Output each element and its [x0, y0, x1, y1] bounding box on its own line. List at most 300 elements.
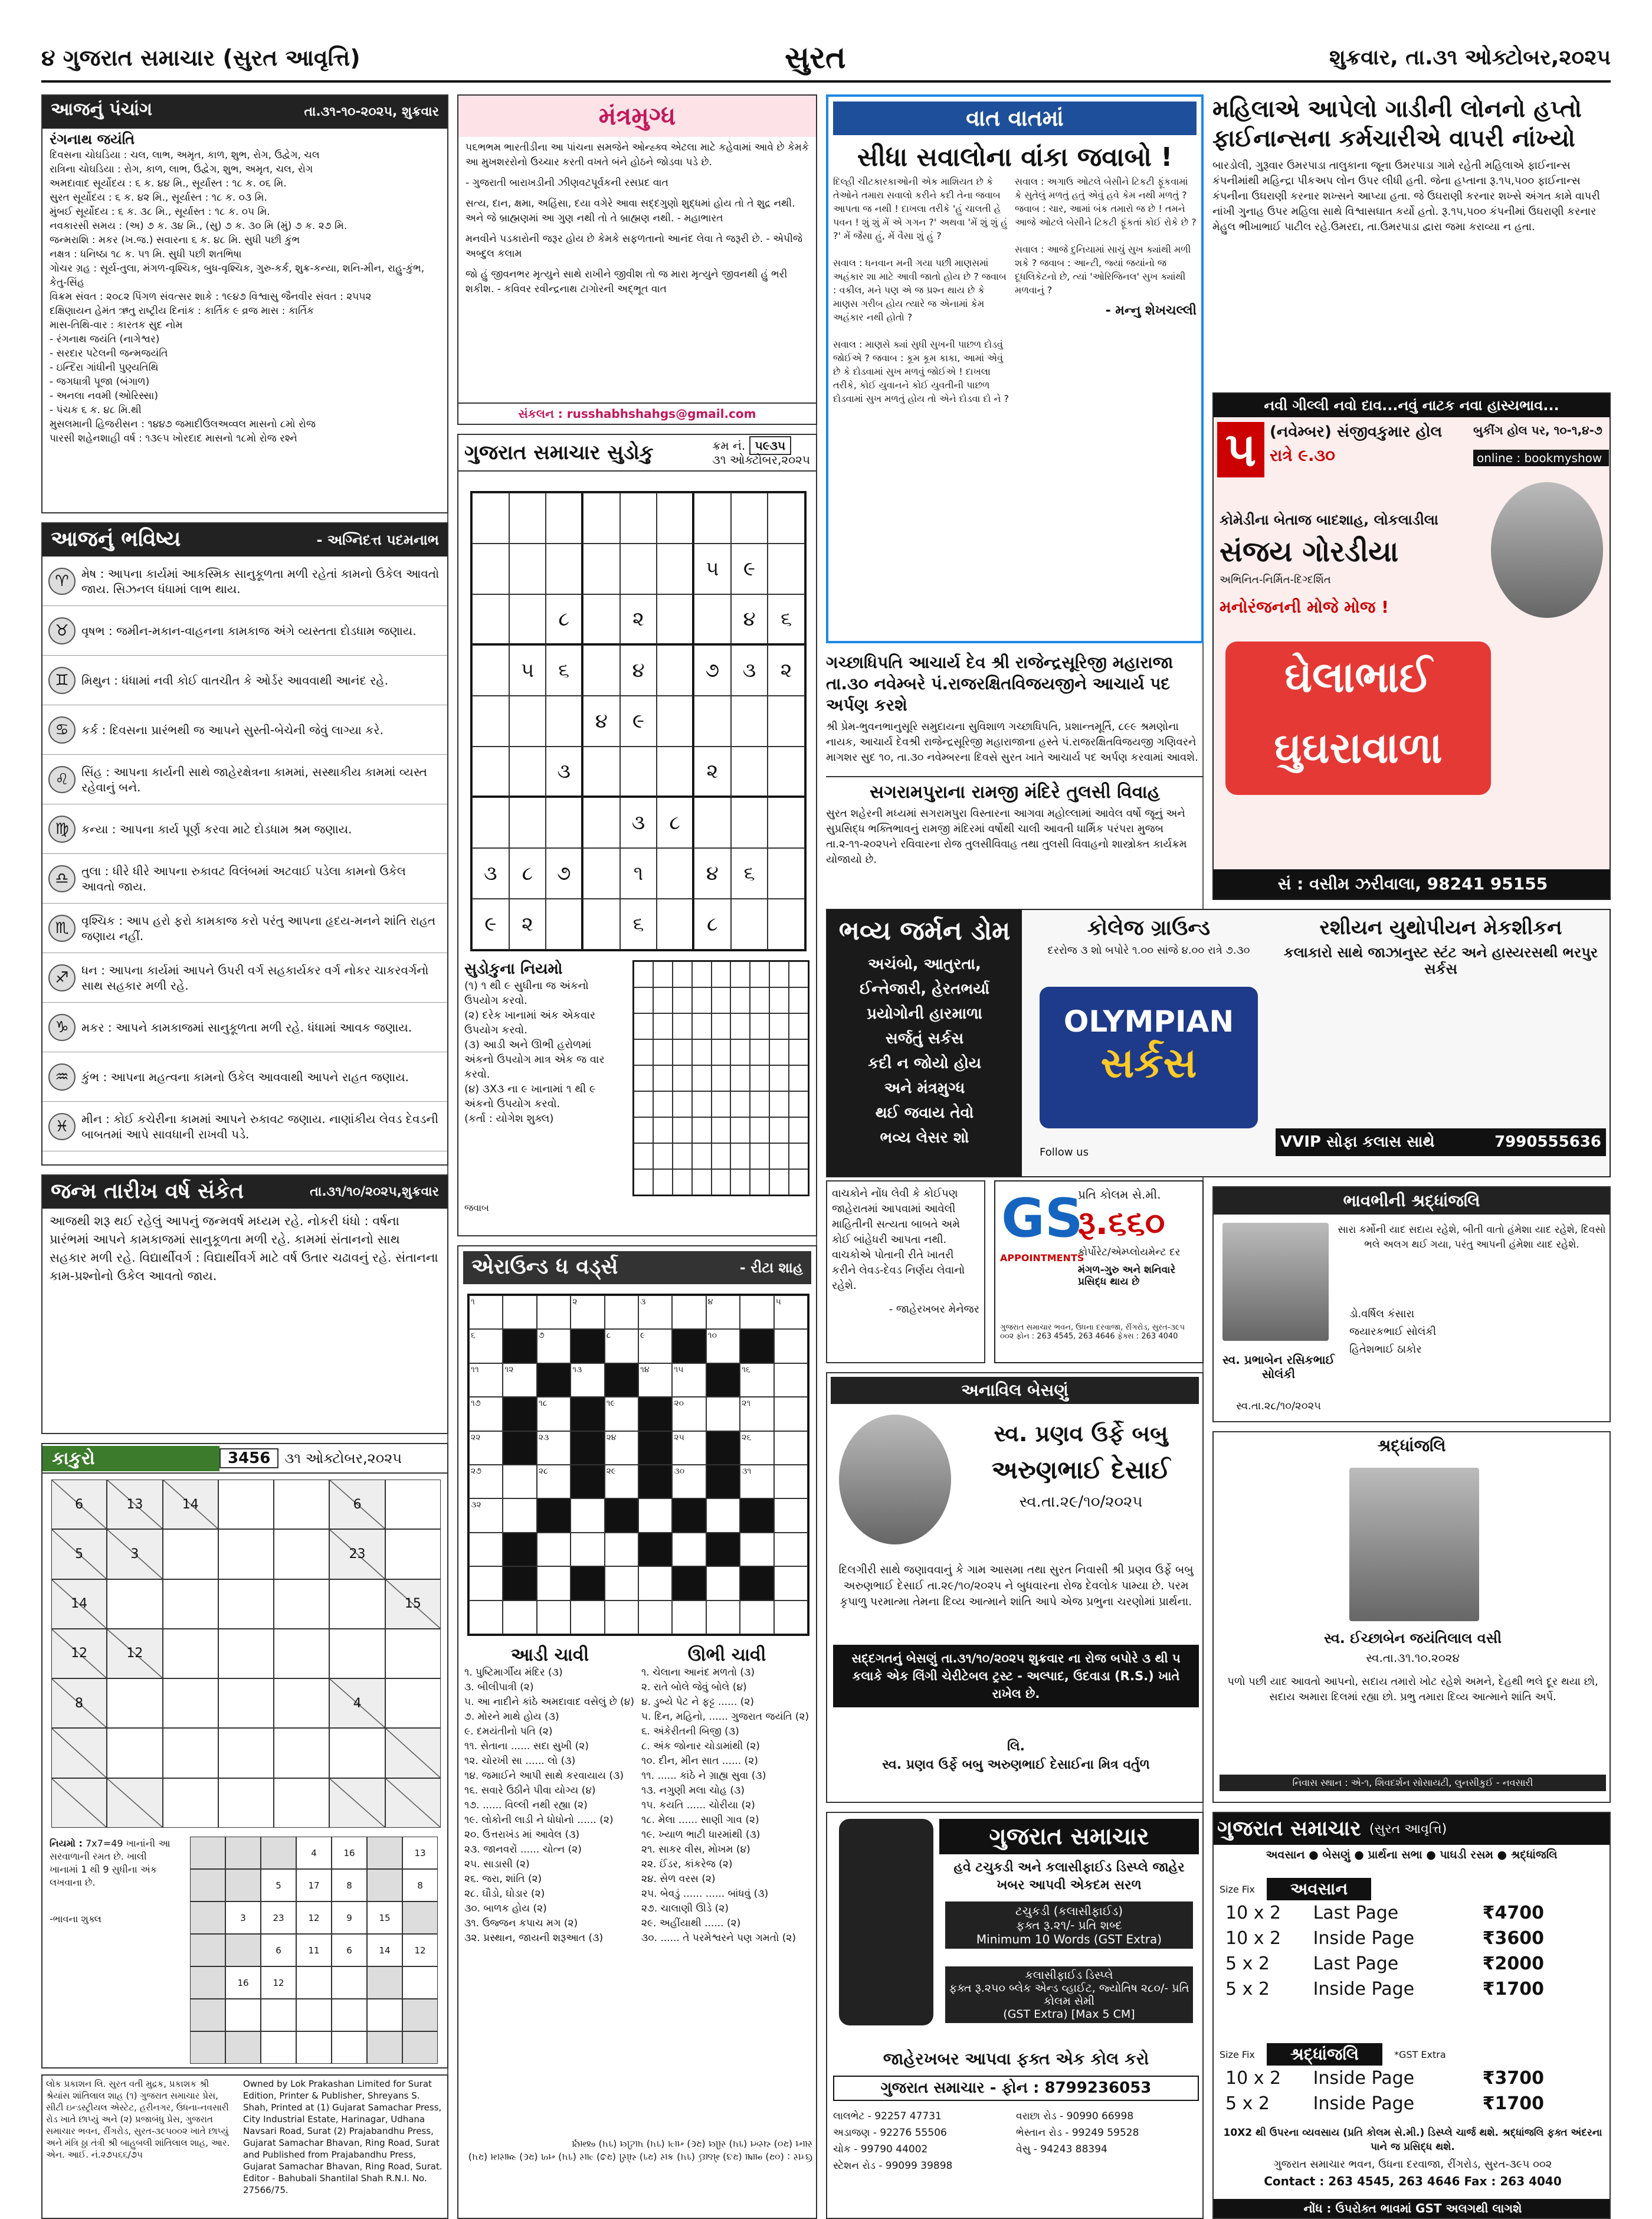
sudoku-answer-cell: [653, 1169, 673, 1195]
across-clue: ૫. આ નાદીને કાંઠે અમદાવાદ વસેલું છે (૪): [464, 1696, 634, 1708]
panchang-line: વિક્રમ સંવત : ૨૦૮૨ પિંગળ સંવત્સર શાકે : ૧૯૪૭ વિશ્વાસુ જૈનવીર સંવત : ૨૫૫૨: [50, 291, 372, 303]
kakuro-rules-text: 7x7=49 ખાનાંની આ સરવાળાની રમત છે. ખાલી ખાનામાં 1 થી 9 સુધીના અંક લખવાના છે.: [50, 1838, 171, 1888]
shr-gst: *GST Extra: [1394, 2048, 1446, 2060]
kakuro-solution-cell: 13: [402, 1837, 438, 1869]
crossword-cell: [638, 1533, 672, 1566]
sudoku-title: ગુજરાત સમાચાર સુડોકુ: [464, 441, 654, 464]
crossword-cell: [774, 1601, 808, 1634]
avsan-rates: [1220, 1878, 1606, 2002]
crossword-cell: [706, 1397, 740, 1431]
crossword-cell: [672, 1295, 706, 1329]
sudoku-answer-cell: [769, 987, 789, 1013]
crossword-cell: ૩૨: [469, 1498, 503, 1532]
shraddh-box: [1212, 1431, 1611, 1803]
sudoku-answer-cell: [673, 1091, 692, 1117]
kakuro-solution-cell: [190, 1837, 225, 1869]
sudoku-cell: [694, 797, 731, 848]
horoscope-row: [42, 656, 447, 705]
mantra-title: મંત્રમુગ્ધ: [598, 102, 676, 130]
sudoku-cell: ૨: [694, 747, 731, 797]
crossword-header: [463, 1251, 811, 1284]
sudoku-cell: ૨: [620, 594, 657, 645]
across-clue: ૨૮. ઘૌડો, ઘોડાર (૨): [464, 1888, 545, 1900]
sudoku-box: [457, 434, 817, 1236]
sudoku-answer-cell: [653, 1091, 673, 1117]
crossword-cell: [537, 1566, 571, 1600]
kakuro-cell: 15: [385, 1579, 441, 1629]
sudoku-cell: [583, 594, 620, 645]
gs-phone[interactable]: ગુજરાત સમાચાર - ફોન : 8799236053: [833, 2076, 1199, 2101]
kakuro-cell: 14: [51, 1579, 107, 1629]
janm-text: આજથી શરૂ થઈ રહેલું આપનું જન્મવર્ષ મધ્યમ રહે. નોકરી ધંધો : વર્ષના પ્રારંભમાં આપને કામકાજમાં સાનુકૂળતા મળી રહે. કામમાં સંતાનનો સાથ સહકાર મળી રહે. વિદ્યાર્થીવર્ગ : વિદ્યાર્થીવર્ગ માટે વર્ષ ઉતાર ચઢાવનું રહે. સંતાનના કામ-પ્રશ્નોનો ઉકેલ આવતો જાય.: [50, 1214, 438, 1283]
kakuro-header: [42, 1444, 447, 1474]
sudoku-cell: [768, 493, 805, 544]
gs-rates-header: [1214, 1813, 1610, 1845]
sudoku-answer-cell: [653, 1117, 673, 1143]
kakuro-solution-cell: 17: [296, 1869, 332, 1901]
panchang-header: [42, 96, 447, 129]
sudoku-cell: [546, 899, 583, 950]
panchang-body: [42, 129, 447, 449]
kakuro-cell: [51, 1778, 107, 1828]
city-title: સુરત: [785, 40, 846, 76]
issue-date: શુક્રવાર, તા.૩૧ ઓક્ટોબર,૨૦૨૫: [1329, 45, 1611, 70]
kakuro-cell: [163, 1678, 218, 1728]
kakuro-solution-cell: [332, 1966, 367, 1999]
mantra-contact: [458, 402, 816, 424]
crossword-cell: ૧: [469, 1295, 503, 1329]
crossword-cell: [503, 1329, 536, 1363]
kakuro-cell: 8: [51, 1678, 107, 1728]
mantra-item: સત્ય, દાન, ક્ષમા, અહિંસા, દયા વગેરે આવા સદ્દગુણો શુદ્ધમાં હોય તો તે શુદ્ર નથી. અને જે બ્રાહ્મણમાં આ ગુણ નથી તો તે બ્રાહ્મણ નથી. - મહાભારત: [466, 198, 795, 224]
sudoku-answer-cell: [634, 1039, 653, 1065]
gs-classified-ad: [826, 1812, 1204, 2219]
kakuro-solution-cell: [367, 1966, 402, 1999]
kakuro-solution-cell: [190, 1901, 225, 1934]
sudoku-answer-cell: [712, 987, 731, 1013]
crossword-cell: [571, 1329, 604, 1363]
sudoku-header: [458, 435, 816, 472]
zodiac-icon: ♈: [48, 568, 76, 595]
kakuro-cell: [163, 1529, 218, 1579]
gs-categories: અવસાન ● બેસણું ● પ્રાર્થના સભા ● પાઘડી રસમ ● શ્રદ્ધાંજલિ: [1266, 1848, 1558, 1861]
crossword-cell: ૧૫: [672, 1363, 706, 1397]
kakuro-cell: [329, 1579, 385, 1629]
crossword-cell: [537, 1498, 571, 1532]
sudoku-answer-cell: [789, 1169, 808, 1195]
sudoku-cell: ૫: [509, 645, 546, 696]
crossword-cell: ૨: [571, 1295, 604, 1329]
down-clue: ૧૯. ખ્યાળ ભાટી ધારમાંથી (૩): [641, 1829, 761, 1841]
sudoku-answer-cell: [634, 1169, 653, 1195]
down-clue: ૨. રાતે બોલે જેવું બોલે (૪): [641, 1681, 747, 1693]
panchang-line: - અનલા નવમી (ઓરિસ્સા): [50, 390, 158, 402]
horoscope-text: મિથુન : ધંધામાં નવી કોઈ વાતચીત કે ઓર્ડર આવવાથી આનંદ રહે.: [81, 673, 388, 688]
horoscope-text: તુલા : ધીરે ધીરે આપના રુકાવટ વિલંબમાં અટવાઈ પડેલા કામનો ઉકેલ આવતો જાય.: [81, 863, 406, 894]
across-clue: ૭. મોરને માથે હોય (૩): [464, 1711, 559, 1723]
sudoku-cell: ૬: [731, 848, 768, 899]
panchang-line: મુંબઈ સૂર્યોદય : ૬ ક. ૩૮ મિ., સૂર્યાસ્ત : ૧૮ ક. ૦૫ મિ.: [50, 206, 270, 218]
crossword-cell: [503, 1498, 536, 1532]
column-2: [457, 94, 817, 2163]
horoscope-text: વૃષભ : જમીન-મકાન-વાહનના કામકાજ અંગે વ્યસ્તતા દોડધામ જણાય.: [81, 623, 417, 638]
crossword-cell: ૧૨: [503, 1363, 536, 1397]
notice-box: [826, 1180, 985, 1363]
kakuro-cell: [274, 1778, 329, 1828]
gs-rates-logo: ગુજરાત સમાચાર: [1217, 1817, 1361, 1841]
gs-address: ગુજરાત સમાચાર ભવન, ઉધના દરવાજા, રીંગરોડ, સુરત-૩૯૫ ૦૦૨ ફોન : 263 4545, 263 4646 ફેક્સ : 263 4040: [1000, 1323, 1185, 1341]
kakuro-solution-grid: [190, 1837, 438, 2064]
horoscope-row: [42, 1003, 447, 1052]
display-rate: ફક્ત રૂ.૨૫૦ બ્લેક એન્ડ વ્હાઈટ, જ્યોતિષ ૨૮૦/- પ્રતિ કોલમ સેમી: [949, 1982, 1189, 2008]
sudoku-answer-cell: [750, 1065, 769, 1091]
panchang-subtitle: રંગનાથ જયંતિ: [50, 131, 135, 148]
branch-phone: સ્ટેશન રોડ - 99099 39898: [833, 2160, 953, 2172]
kakuro-solution-cell: 4: [296, 1837, 332, 1869]
sudoku-cell: [509, 747, 546, 797]
comedy-actor-sub: અભિનિત-નિર્મિત-દિગ્દર્શિત: [1220, 574, 1331, 586]
gs-rates-address: ગુજરાત સમાચાર ભવન, ઉધના દરવાજા, રીંગરોડ, સુરત-૩૯૫ ૦૦૨: [1273, 2158, 1552, 2171]
kakuro-solution-cell: [367, 1837, 402, 1869]
sudoku-cell: ૮: [546, 594, 583, 645]
panchang-lines: [50, 148, 440, 446]
across-clue: ૧૬. સવારે ઉઠીને પીવા યોગ્ય (૪): [464, 1785, 596, 1796]
comedy-band: નવી ગીલ્લી નવો દાવ...નવું નાટક નવા હાસ્યભાવ...: [1214, 394, 1610, 417]
sudoku-answer-cell: [769, 961, 789, 987]
crossword-cell: [774, 1363, 808, 1397]
crossword-cell: [740, 1601, 773, 1634]
circus-line: કદી ન જોયો હોય: [867, 1055, 982, 1072]
gs-rates-contact[interactable]: Contact : 263 4545, 263 4646 Fax : 263 4040: [1264, 2174, 1562, 2188]
crossword-grid: [467, 1294, 809, 1636]
crossword-cell: ૨૨: [469, 1431, 503, 1465]
panchang-line: સુરત સૂર્યોદય : ૬ ક. ૪૨ મિ., સૂર્યાસ્ત : ૧૮ ક. ૦૩ મિ.: [50, 192, 267, 204]
sudoku-cell: [583, 544, 620, 594]
shraddh-title: શ્રદ્ધાંજલિ: [1377, 1436, 1446, 1455]
shr-title: શ્રદ્ધાંજલિ: [1267, 2043, 1382, 2066]
sudoku-answer-cell: [750, 1091, 769, 1117]
sudoku-cell: ૯: [731, 544, 768, 594]
avsan-rate-cell: Last Page: [1313, 1953, 1399, 1974]
sudoku-cell: [731, 696, 768, 747]
shraddh-date: સ્વ.તા.૩૧.૧૦.૨૦૨૪: [1366, 1651, 1460, 1665]
shr-rates-head: [1220, 2043, 1606, 2066]
crossword-cell: [537, 1295, 571, 1329]
circus-left-title: ભવ્ય જર્મન ડોમ: [838, 916, 1011, 946]
circus-name: OLYMPIAN: [1063, 1004, 1234, 1039]
zodiac-icon: ♊: [48, 667, 76, 694]
kakuro-rules: [42, 1834, 184, 1929]
horoscope-row: [42, 953, 447, 1003]
crossword-cell: ૧૭: [469, 1397, 503, 1431]
sudoku-answer-cell: [673, 1013, 692, 1039]
sudoku-cell: [768, 899, 805, 950]
sudoku-cell: [583, 797, 620, 848]
gs-branches: [833, 2108, 1199, 2174]
sudoku-answer-cell: [653, 1143, 673, 1169]
sudoku-answer-cell: [730, 1143, 750, 1169]
sudoku-cell: ૫: [694, 544, 731, 594]
horoscope-row: [42, 755, 447, 804]
crossword-cell: [537, 1533, 571, 1566]
notice-sign: - જાહેરખબર મેનેજર: [889, 1303, 979, 1315]
zodiac-icon: ♐: [48, 964, 76, 991]
avsan-rate-cell: Inside Page: [1313, 1928, 1415, 1949]
kakuro-cell: [329, 1629, 385, 1678]
shr-rate-cell: ₹1700: [1482, 2093, 1544, 2114]
sudoku-cell: ૧: [620, 848, 657, 899]
sudoku-cell: [472, 544, 509, 594]
panchang-line: - સરદાર પટેલની જન્મજયંતિ: [50, 348, 168, 359]
tuchukdi-rate: ફક્ત રૂ.૨૧/- પ્રતિ શબ્દ: [1016, 1918, 1122, 1932]
panchang-line: મુસલમાની હિજરીસન : ૧૪૪૭ જમાદીઉલઅવ્વલ માસનો ૮મો રોજ: [50, 418, 316, 430]
across-clue: ૯. દમયંતીનો પતિ (૨): [464, 1726, 553, 1737]
sudoku-answer-cell: [673, 1117, 692, 1143]
kakuro-solution-cell: [225, 1934, 261, 1966]
gs-call-line: જાહેરખબર આપવા ફક્ત એક કોલ કરો: [883, 2049, 1149, 2069]
gs-appointments-ad[interactable]: [994, 1180, 1204, 1363]
sudoku-cell: [694, 493, 731, 544]
gs-rates-footer: નોંધ : ઉપરોક્ત ભાવમાં GST અલગથી લાગશે: [1214, 2199, 1611, 2218]
panchang-box: [41, 94, 448, 513]
horoscope-text: વૃશ્ચિક : આપ હરો ફરો કામકાજ કરો પરંતુ આપના હૃદય-મનને શાંતિ રાહત જણાય નહીં.: [81, 913, 436, 943]
circus-lines: [833, 952, 1016, 1150]
across-clue: ૧૭. ...... વિલ્લી નથી રહ્યા (૨): [464, 1799, 588, 1811]
gs-classified-headline: હવે ટચુકડી અને કલાસીફાઈડ ડિસ્પ્લે જાહેર ખબર આપવી એકદમ સરળ: [953, 1860, 1185, 1893]
kakuro-title: કાકુરો: [42, 1446, 219, 1471]
gs-appointments-label: APPOINTMENTS: [1000, 1252, 1084, 1264]
avsan-table: [1220, 1900, 1550, 2002]
kakuro-solution-cell: 6: [261, 1934, 296, 1966]
sudoku-cell: [694, 696, 731, 747]
shraddh-photo: [1349, 1468, 1479, 1621]
kakuro-solution-cell: 11: [296, 1934, 332, 1966]
sudoku-cell: [768, 848, 805, 899]
crossword-cell: ૬: [469, 1329, 503, 1363]
panchang-line: અમદાવાદ સૂર્યોદય : ૬ ક. ૪૪ મિ., સૂર્યાસ્ત : ૧૮ ક. ૦૬ મિ.: [50, 178, 287, 189]
crossword-cell: [774, 1533, 808, 1566]
comedy-time: રાત્રે ૯.૩૦: [1270, 446, 1336, 465]
bhav-date: સ્વ.તા.૨૮/૧૦/૨૦૨૫: [1236, 1400, 1321, 1412]
sudoku-answer-cell: [750, 987, 769, 1013]
shraddh-address: નિવાસ સ્થાન : એ-૧, શિવદર્શન સોસાયટી, લુનસીકુઈ - નવસારી: [1220, 1775, 1606, 1791]
bhav-text: સારા કર્મોની યાદ સદાય રહેશે, બીતી વાતો હંમેશા યાદ રહેશે, દિવસો ભલે અલગ થઈ ગયા, પરંતુ આપની હંમેશા યાદ રહેશે.: [1338, 1224, 1606, 1251]
horoscope-text: ધન : આપના કાર્યમાં આપને ઉપરી વર્ગ સહકાર્યકર વર્ગ નોકર ચાકરવર્ગનો સાથ સહકાર મળી રહે.: [81, 963, 429, 993]
circus-follow[interactable]: Follow us: [1040, 1146, 1089, 1158]
tuchukdi-box: [945, 1901, 1193, 1949]
kakuro-cell: [163, 1579, 218, 1629]
sudoku-cell: [472, 696, 509, 747]
sudoku-answer-cell: [712, 1013, 731, 1039]
sudoku-cell: [731, 797, 768, 848]
branch-phone: વેસુ - 94243 88394: [1016, 2143, 1107, 2155]
sudoku-cell: ૪: [731, 594, 768, 645]
avsan-rate-row: [1220, 1951, 1550, 1976]
sudoku-answer-cell: [712, 1143, 731, 1169]
shr-rate-row: [1220, 2091, 1550, 2116]
anniv-name: સ્વ. પ્રણવ ઉર્ફે બબુ: [994, 1421, 1168, 1446]
sudoku-cell: ૯: [472, 899, 509, 950]
imprint-gujarati: લોક પ્રકાશન લિ. સુરત વતી મુદ્રક, પ્રકાશક શ્રી શ્રેયાંસ શાંતિલાલ શાહ (૧) ગુજરાત સમાચાર પ્રેસ, સીટી ઇન્ડસ્ટ્રીયલ એસ્ટેટ, હરીનગર, ઉધના-નવસારી રોડ ખાતે છાપ્યું અને (૨) પ્રજાબંધુ પ્રેસ, ગુજરાત સમાચાર ભવન, રીંગરોડ, સુરત-૩૯૫૦૦૨ ખાતે છાપ્યું અને મંત્રિ ઠ્ઠા તંત્રી શ્રી બાહુબલી શાંતિલાલ શાહ, આર. એન. આઈ. નં.૨૭૫૬૬/૭૫: [46, 2079, 230, 2160]
circus-phone[interactable]: 7990555636: [1494, 1133, 1601, 1151]
across-clue: ૩૧. ઉજ્જન કપાચ મગ (૨): [464, 1917, 578, 1929]
sudoku-cell: [546, 493, 583, 544]
avsan-rate-cell: Inside Page: [1313, 1979, 1415, 1999]
horoscope-list: [42, 557, 447, 1151]
zodiac-icon: ♌: [48, 766, 76, 793]
comedy-play-ad[interactable]: [1212, 392, 1611, 900]
sudoku-cell: [509, 544, 546, 594]
crossword-cell: [740, 1295, 773, 1329]
mahila-news: [1212, 94, 1611, 384]
branch-phone: ભેસ્તાન રોડ - 99249 59528: [1016, 2127, 1139, 2139]
crossword-cell: [774, 1465, 808, 1498]
kakuro-number: 3456: [219, 1448, 278, 1468]
panchang-line: નવકારસી સમય : (અ) ૭ ક. ૩૪ મિ., (સુ) ૭ ક. ૩૦ મિ (મું) ૭ ક. ૨૭ મિ.: [50, 220, 348, 232]
sudoku-answer-cell: [673, 961, 692, 987]
sudoku-cell: [472, 645, 509, 696]
circus-line: ઈન્તેજારી, હેરતભર્યા: [860, 980, 989, 998]
kakuro-cell: [218, 1529, 274, 1579]
comedy-online[interactable]: online : bookmyshow: [1473, 450, 1609, 466]
kakuro-solution-cell: [190, 1999, 225, 2031]
sudoku-answer-cell: [692, 1169, 712, 1195]
mantra-box: [457, 94, 817, 425]
sudoku-number: ૫૯૩૫: [749, 436, 791, 455]
sudoku-answer-cell: [712, 1065, 731, 1091]
horoscope-text: કર્ક : દિવસના પ્રારંભથી જ આપને સુસ્તી-બેચેની જેવું લાગ્યા કરે.: [81, 722, 384, 737]
crossword-cell: [706, 1566, 740, 1600]
sudoku-answer-cell: [730, 1039, 750, 1065]
avsan-size-label: Size Fix: [1220, 1883, 1255, 1895]
kakuro-solution-cell: 6: [332, 1934, 367, 1966]
circus-line: સર્જતું સર્કસ: [885, 1030, 964, 1048]
shr-rate-cell: ₹3700: [1482, 2068, 1544, 2089]
avsan-rate-row: [1220, 1976, 1550, 2002]
crossword-cell: [605, 1566, 638, 1600]
comedy-contact: સં : વસીમ ઝરીવાલા, 98241 95155: [1214, 869, 1611, 899]
across-clue: ૩૦. બાળક હોય (૨): [464, 1903, 547, 1914]
crossword-cell: ૧૦: [706, 1329, 740, 1363]
circus-shows: દરરોજ ૩ શો બપોરે ૧.૦૦ સાંજે ૪.૦૦ રાત્રે ૭.૩૦: [1047, 944, 1250, 957]
branch-phone: ચોક - 99790 44002: [833, 2143, 928, 2155]
panchang-line: દક્ષિણાયન હેમંત ઋતુ રાષ્ટ્રીય દિનાંક : કાર્તિક ૯ વ્રજ માસ : કાર્તિક: [50, 305, 314, 317]
zodiac-icon: ♏: [48, 915, 76, 942]
sudoku-answer-cell: [730, 1169, 750, 1195]
sudoku-cell: [731, 493, 768, 544]
crossword-cell: [774, 1431, 808, 1465]
crossword-cell: [537, 1601, 571, 1634]
sudoku-answer-cell: [750, 1039, 769, 1065]
circus-ground: કોલેજ ગ્રાઉન્ડ: [1087, 916, 1211, 940]
kakuro-cell: [163, 1778, 218, 1828]
avsan-rate-cell: ₹1700: [1482, 1979, 1544, 1999]
sudoku-rule: (૨) દરેક ખાનામાં અંક એકવાર ઉપયોગ કરવો.: [464, 1009, 596, 1036]
sudoku-cell: ૯: [620, 696, 657, 747]
anniv-box: [826, 1372, 1204, 1803]
kakuro-grid: [51, 1480, 441, 1828]
kakuro-solution-cell: 12: [296, 1901, 332, 1934]
crossword-cell: [571, 1465, 604, 1498]
sudoku-rule: (૩) આડી અને ઊભી હરોળમાં અંકનો ઉપયોગ માત્ર એક જ વાર કરવો.: [464, 1039, 605, 1081]
sudoku-answer-cell: [634, 1013, 653, 1039]
sudoku-rules-title: સુડોકુના નિયમો: [464, 960, 563, 978]
kakuro-cell: [51, 1728, 107, 1778]
circus-right-title: રશીયન યુથોપીયન મેકશીકન: [1319, 916, 1562, 940]
crossword-cell: [605, 1295, 638, 1329]
kakuro-solution-cell: [190, 1966, 225, 1999]
crossword-cell: ૭: [537, 1329, 571, 1363]
kakuro-solution-cell: [225, 1999, 261, 2031]
kakuro-cell: [329, 1728, 385, 1778]
avsan-rates-head: [1220, 1878, 1606, 1900]
kakuro-cell: [274, 1529, 329, 1579]
crossword-cell: [605, 1498, 638, 1532]
kakuro-solution-cell: [261, 1999, 296, 2031]
crossword-cell: [706, 1431, 740, 1465]
kakuro-solution-cell: [367, 1999, 402, 2031]
avsan-rate-cell: 10 x 2: [1225, 1928, 1281, 1949]
across-clues: [464, 1645, 635, 1946]
sudoku-cell: [731, 747, 768, 797]
mantra-email[interactable]: russhabhshahgs@gmail.com: [566, 407, 756, 421]
sudoku-answer-cell: [692, 1117, 712, 1143]
deceased-photo: [839, 1415, 951, 1544]
circus-ad[interactable]: [826, 909, 1611, 1177]
crossword-cell: [672, 1566, 706, 1600]
mahila-text: બારડોલી, ગુરૂવાર ઉમરપાડા તાલુકાના જૂના ઉમરપાડા ગામે રહેતી મહિલાએ ફાઈનાન્સ કંપનીમાંથી મહિન્દ્રા પીકઅપ લોન ઉપર લીધી હતી. જેના હપ્તાના રૂ.૧૫,૫૦૦ ફાઈનાન્સ કંપનીના ઉઘરાણી કરનાર શખ્સને આપ્યા હતા. જે ઉઘરાણી કરનાર શખ્સે અંગત કામે વાપરી નાંખી ગુનાહ ઉપર મહિલા સાથે વિશ્વાસઘાત કર્યો હતો. રૂ.૧૫,૫૦૦ કંપનીમાં ઉઘરાણી કરનાર મેહુલ ભીખાભાઈ પાટીલ રહે.ઉમરદા, તા.ઉમરપાડા દ્વારા જમા કરાવ્યા ન હતા.: [1212, 159, 1600, 233]
crossword-cell: [503, 1566, 536, 1600]
across-clue: ૨૫. સાડાસી (૨): [464, 1858, 530, 1870]
sudoku-answer-cell: [789, 961, 808, 987]
kakuro-solution-cell: [402, 1901, 438, 1934]
sudoku-answer-cell: [653, 961, 673, 987]
sudoku-answer-cell: [789, 1091, 808, 1117]
zodiac-icon: ♒: [48, 1063, 76, 1091]
anniv-name-2: અરુણભાઈ દેસાઈ: [991, 1455, 1171, 1484]
kakuro-solution-cell: [402, 2031, 438, 2064]
avsan-title: અવસાન: [1267, 1878, 1371, 1900]
phone-illustration: [839, 1819, 933, 2025]
sudoku-cell: [768, 797, 805, 848]
mantra-item: મનવીને પડકારોની જરૂર હોય છે કેમકે સફળતાનો આનંદ લેવા તે જરૂરી છે. - એપીજે અબ્દુલ કલામ: [466, 233, 803, 260]
kakuro-solution-cell: 23: [261, 1901, 296, 1934]
down-clues: [641, 1645, 812, 1946]
sudoku-rules: [464, 960, 624, 1126]
crossword-cell: [571, 1601, 604, 1634]
kakuro-cell: 6: [329, 1480, 385, 1529]
sudoku-date: ૩૧ ઓક્ટોબર,૨૦૨૫: [712, 453, 810, 467]
crossword-cell: ૧૮: [537, 1397, 571, 1431]
sudoku-cell: [509, 696, 546, 747]
sudoku-cell: ૬: [620, 899, 657, 950]
anniv-sign-label: લિ.: [1007, 1739, 1025, 1754]
panchang-date: તા.૩૧-૧૦-૨૦૨૫, શુક્રવાર: [304, 104, 439, 119]
crossword-cell: [706, 1363, 740, 1397]
shr-table: [1220, 2066, 1550, 2116]
sudoku-cell: [472, 493, 509, 544]
sudoku-cell: [583, 899, 620, 950]
kakuro-solution-cell: [261, 1837, 296, 1869]
panchang-line: રાત્રિના ચોઘડિયા : રોગ, કાળ, લાભ, ઉદ્વેગ, શુભ, અમૃત, ચલ, રોગ: [50, 163, 313, 175]
circus-center-top: [1031, 916, 1267, 957]
kakuro-date: ૩૧ ઓક્ટોબર,૨૦૨૫: [284, 1450, 402, 1467]
kakuro-cell: [218, 1629, 274, 1678]
crossword-cell: [638, 1566, 672, 1600]
sudoku-cell: [657, 493, 694, 544]
sudoku-cell: [509, 797, 546, 848]
crossword-cell: [503, 1533, 536, 1566]
